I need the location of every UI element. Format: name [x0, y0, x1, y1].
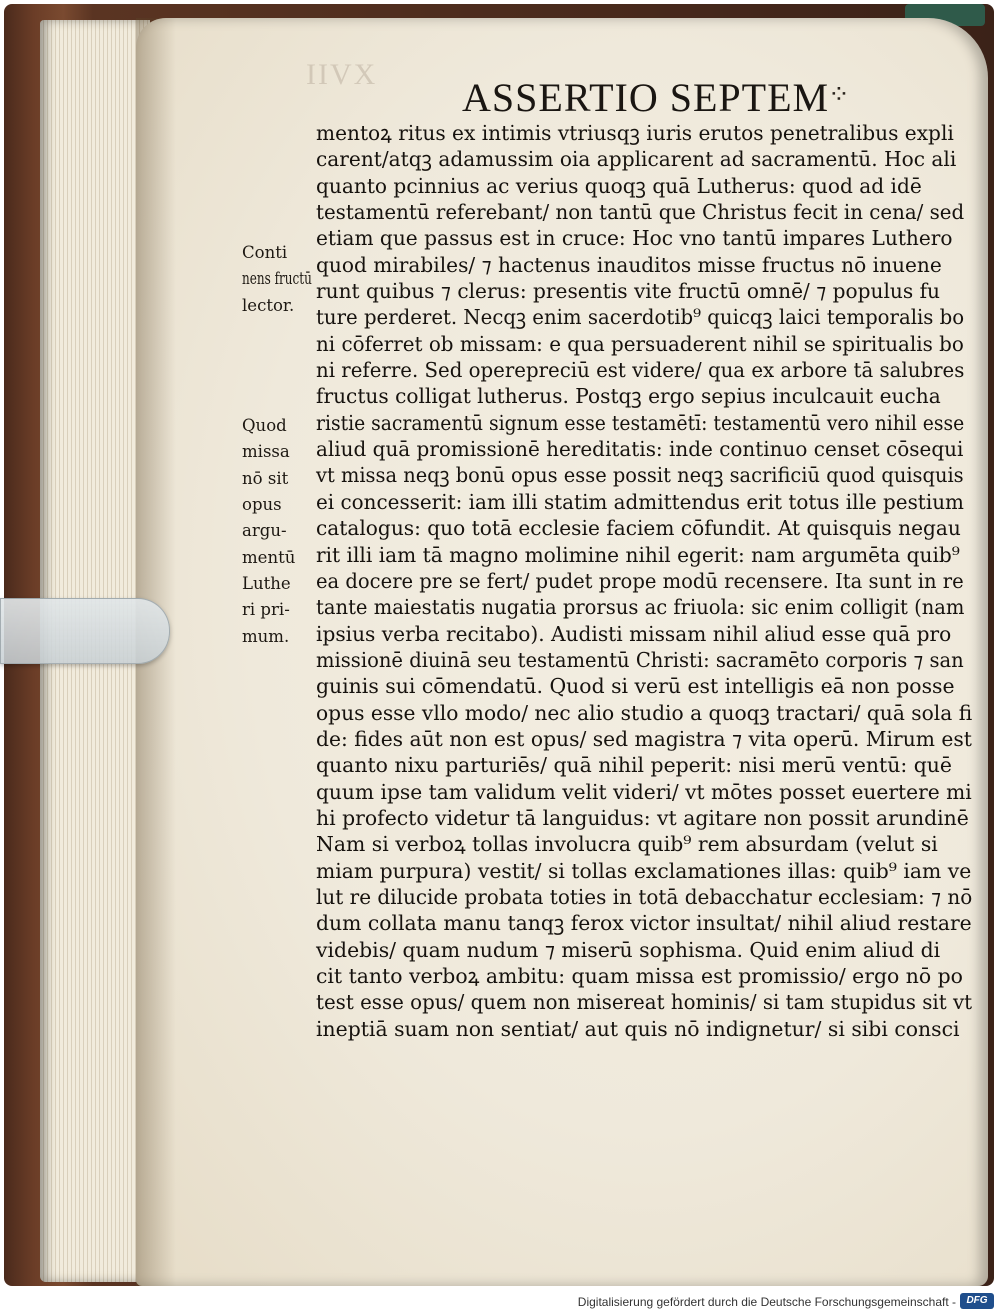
ornament-icon: ⁘	[828, 80, 850, 110]
text-line: cit tanto verboꝝ ambitu: quam missa est promissio/ ergo nō po	[316, 964, 963, 988]
text-line: opus esse vllo modo/ nec alio studio a quoqꝫ tractari/ quā sola fi	[316, 700, 973, 725]
marginal-line: ri pri-	[242, 600, 290, 621]
text-line: testamentū referebant/ non tantū que Christus fecit in cena/ sed	[316, 200, 965, 225]
text-line: lut re dilucide probata toties in totā debacchatur ecclesiam: ⁊ nō	[316, 884, 973, 909]
marginal-line: nō sit	[242, 468, 289, 489]
text-line: etiam que passus est in cruce: Hoc vno tantū impares Luthero	[316, 226, 953, 251]
text-line: catalogus: quo totā ecclesie faciem cōfundit. At quisquis negau	[316, 516, 961, 541]
marginal-line: Quod	[242, 416, 287, 436]
marginal-line: mentū	[242, 547, 296, 568]
marginal-line: opus	[242, 495, 282, 516]
text-line: ni referre. Sed operepreciū est videre/ qua ex arbore tā salubres	[316, 358, 965, 383]
text-line: fructus colligat lutherus. Postqꝫ ergo sepius inculcauit eucha	[316, 384, 941, 409]
marginal-line: missa	[242, 442, 290, 463]
text-line: de: fides aūt non est opus/ sed magistra ⁊ vita operū. Mirum est	[316, 726, 972, 751]
text-line: carent/atqꝫ adamussim oia applicarent ad sacramentū. Hoc ali	[316, 147, 957, 172]
text-line: quanto pcinnius ac verius quoqꝫ quā Lutherus: quod ad idē	[316, 173, 922, 198]
bookmark-strip	[0, 598, 170, 664]
body-text	[316, 120, 976, 1042]
text-line: ea docere pre se fert/ pudet prope modū recensere. Ita sunt in re	[316, 568, 964, 593]
footer-bar	[0, 1290, 1000, 1315]
text-line: Nam si verboꝝ tollas involucra quib⁹ rem absurdam (velut si	[316, 832, 938, 857]
marginal-note-1	[242, 240, 314, 319]
funding-credit: Digitalisierung gefördert durch die Deutsche Forschungsgemeinschaft -	[577, 1295, 956, 1309]
text-line: dum collata manu tanqꝫ ferox victor insultat/ nihil aliud restare	[316, 911, 972, 936]
marginal-note-2	[242, 413, 314, 650]
text-line: missionē diuinā seu testamentū Christi: sacramēto corporis ⁊ san	[316, 647, 964, 672]
text-line: videbis/ quam nudum ⁊ miserū sophisma. Quid enim aliud di	[316, 937, 941, 962]
text-line: ture perderet. Necqꝫ enim sacerdotib⁹ quicqꝫ laici temporalis bo	[316, 305, 965, 330]
marginal-line: argu-	[242, 521, 287, 542]
dfg-logo-icon: DFG	[960, 1293, 994, 1309]
text-line: mentoꝝ ritus ex intimis vtriusqꝫ iuris erutos penetralibus expli	[316, 121, 954, 145]
text-line: hi profecto videtur tā languidus: vt agitare non possit arundinē	[316, 805, 969, 830]
text-line: ineptiā suam non sentiat/ aut quis nō indignetur/ si sibi consci	[316, 1016, 960, 1041]
text-line: ipsius verba recitabo). Audisti missam nihil aliud esse quā pro	[316, 621, 952, 646]
show-through-folio: IIVX	[306, 58, 378, 91]
text-line: quum ipse tam validum velit videri/ vt mōtes posset euertere mi	[316, 779, 972, 804]
marginal-line: Conti	[242, 243, 288, 263]
text-line: quanto nixu parturiēs/ quā nihil peperit: nisi merū ventū: quē	[316, 753, 952, 778]
marginal-line: nens fructū	[242, 269, 312, 290]
text-line: aliud quā promissionē hereditatis: inde continuo censet cōsequi	[316, 437, 964, 462]
text-line: miam purpura) vestit/ si tollas exclamationes illas: quib⁹ iam ve	[316, 858, 972, 883]
text-line: rit illi iam tā magno molimine nihil egerit: nam argumēta quib⁹	[316, 542, 960, 567]
text-line: test esse opus/ quem non misereat hominis/ si tam stupidus sit vt	[316, 990, 973, 1015]
marginal-line: mum.	[242, 626, 290, 647]
text-line: vt missa neqꝫ bonū opus esse possit neqꝫ sacrificiū quod quisquis	[316, 463, 964, 488]
text-line: runt quibus ⁊ clerus: presentis vite fructū omnē/ ⁊ populus fu	[316, 279, 941, 304]
text-line: quod mirabiles/ ⁊ hactenus inauditos misse fructus nō inuene	[316, 252, 942, 277]
text-line: ni cōferret ob missam: e qua persuaderent nihil se spiritualis bo	[316, 331, 964, 356]
text-line: tante maiestatis nugatia prorsus ac friuola: sic enim colligit (nam	[316, 595, 965, 620]
text-line: guinis sui cōmendatū. Quod si verū est intelligis eā non posse	[316, 674, 955, 699]
text-line: ristie sacramentū signum esse testamētī: testamentū vero nihil esse	[316, 410, 965, 435]
marginal-line: Luthe	[242, 574, 291, 595]
text-line: ei concesserit: iam illi statim admittendus erit totus ille pestium	[316, 489, 964, 514]
marginal-line: lector.	[242, 295, 295, 316]
running-head: ASSERTIO SEPTEM	[462, 75, 830, 120]
